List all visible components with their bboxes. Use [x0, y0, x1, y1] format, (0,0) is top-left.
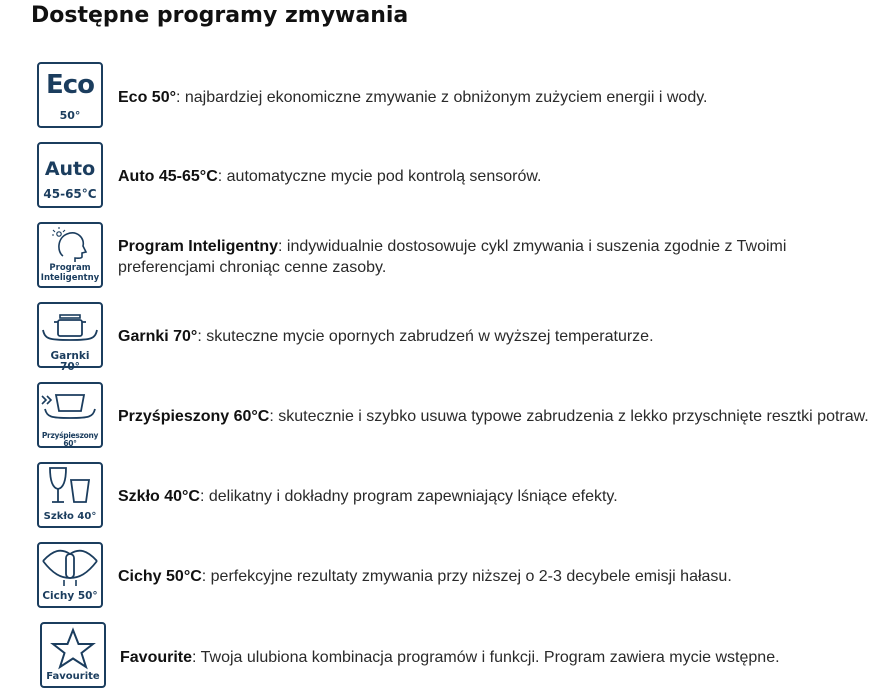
program-row-przyspieszony: [0, 382, 892, 450]
program-row-cichy: [0, 542, 892, 610]
program-row-garnki: [0, 302, 892, 374]
program-description: Eco 50°: najbardziej ekonomiczne zmywanie z obniżonym zużyciem energii i wody.: [118, 89, 708, 106]
glass-icon: Szkło 40°: [37, 462, 103, 528]
program-description: Przyśpieszony 60°C: skutecznie i szybko usuwa typowe zabrudzenia z lekko przyschnięte resztki potraw.: [118, 408, 869, 425]
program-description: Szkło 40°C: delikatny i dokładny program zapewniający lśniące efekty.: [118, 488, 618, 505]
page-title: Dostępne programy zmywania: [31, 3, 409, 28]
star-icon: Favourite: [40, 622, 106, 688]
program-description: Cichy 50°C: perfekcyjne rezultaty zmywania przy niższej o 2-3 decybele emisji hałasu.: [118, 568, 732, 585]
quick-wash-icon: Przyśpieszony 60°: [37, 382, 103, 448]
program-description: Program Inteligentny: indywidualnie dostosowuje cykl zmywania i suszenia zgodnie z Twoimi preferencjami chroniąc cenne zasoby.: [118, 238, 787, 276]
program-row-szklo: [0, 462, 892, 530]
program-name: Garnki 70°: [118, 328, 198, 345]
program-name: Program Inteligentny: [118, 238, 279, 255]
program-row-inteligentny: [0, 222, 892, 290]
program-description: Favourite: Twoja ulubiona kombinacja programów i funkcji. Program zawiera mycie wstępne.: [120, 649, 780, 666]
eco-icon: Eco 50°: [37, 62, 103, 128]
program-inteligentny-icon: Program Inteligentny: [37, 222, 103, 288]
program-name: Favourite: [120, 649, 193, 666]
program-name: Eco 50°: [118, 89, 176, 106]
program-row-favourite: [0, 622, 892, 690]
program-row-auto: [0, 142, 892, 210]
program-name: Przyśpieszony 60°C: [118, 408, 270, 425]
program-name: Cichy 50°C: [118, 568, 202, 585]
program-name: Szkło 40°C: [118, 488, 200, 505]
program-description: Auto 45-65°C: automatyczne mycie pod kontrolą sensorów.: [118, 168, 542, 185]
silent-icon: Cichy 50°: [37, 542, 103, 608]
program-row-eco: [0, 62, 892, 130]
auto-icon: Auto 45-65°C: [37, 142, 103, 208]
pot-icon: Garnki 70°: [37, 302, 103, 368]
program-name: Auto 45-65°C: [118, 168, 218, 185]
program-description: Garnki 70°: skuteczne mycie opornych zabrudzeń w wyższej temperaturze.: [118, 328, 654, 345]
